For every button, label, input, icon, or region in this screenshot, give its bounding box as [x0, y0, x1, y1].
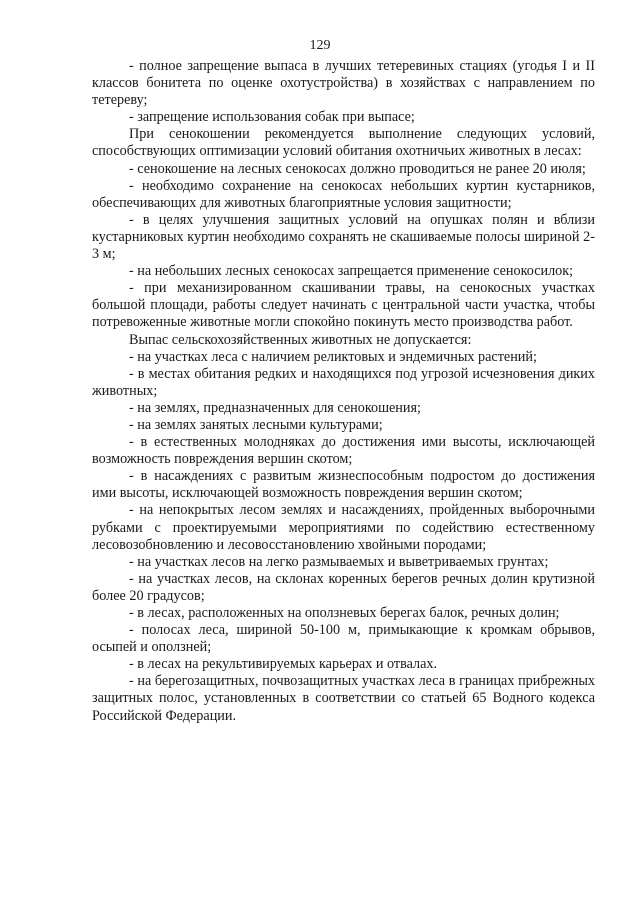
paragraph-rare-animals: - в местах обитания редких и находящихся под угрозой исчезновения диких животных; — [92, 365, 595, 399]
paragraph-relict-plants: - на участках леса с наличием реликтовых и эндемичных растений; — [129, 348, 537, 365]
paragraph-grazing-not-allowed: Выпас сельскохозяйственных животных не допускается: — [129, 331, 472, 348]
paragraph-mower-ban: - на небольших лесных сенокосах запрещается применение сенокосилок; — [129, 263, 574, 280]
paragraph-dogs-ban: - запрещение использования собак при выпасе; — [129, 109, 415, 126]
paragraph-haymaking-date: - сенокошение на лесных сенокосах должно проводиться не ранее 20 июля; — [129, 160, 586, 177]
paragraph-protective-strips: - на берегозащитных, почвозащитных участках леса в границах прибрежных защитных полос, установленных в соответствии со статьей 65 Водного кодекса Российской Федерации. — [92, 673, 595, 724]
paragraph-young-stands: - в естественных молодняках до достижения ими высоты, исключающей возможность повреждения вершин скотом; — [92, 434, 595, 468]
paragraph-cliff-strips: - полосах леса, шириной 50-100 м, примыкающие к кромкам обрывов, осыпей и оползней; — [92, 622, 595, 656]
document-body — [92, 58, 595, 725]
paragraph-mechanized-mowing: - при механизированном скашивании травы, на сенокосных участках большой площади, работы следует начинать с центральной части участка, чтобы потревоженные животные могли спокойно покинуть место производства работ. — [92, 280, 595, 331]
paragraph-uncut-strips: - в целях улучшения защитных условий на опушках полян и вблизи кустарниковых куртин необходимо сохранять не скашиваемые полосы шириной 2-3 м; — [92, 211, 595, 263]
paragraph-shrub-clumps: - необходимо сохранение на сенокосах небольших куртин кустарников, обеспечивающих для животных благоприятные условия защитности; — [92, 177, 595, 211]
paragraph-erodible-soils: - на участках лесов на легко размываемых и выветриваемых грунтах; — [129, 553, 549, 570]
paragraph-forest-cultures: - на землях занятых лесными культурами; — [129, 416, 383, 433]
paragraph-steep-slopes: - на участках лесов, на склонах коренных берегов речных долин крутизной более 20 градусов; — [92, 570, 595, 604]
paragraph-reclaimed-quarries: - в лесах на рекультивируемых карьерах и отвалах. — [129, 656, 438, 673]
paragraph-selective-logging: - на непокрытых лесом землях и насаждениях, пройденных выборочными рубками с проектируемыми мероприятиями по содействию естественному лесовозобновлению и лесовосстановлению хвойными породами; — [92, 502, 595, 553]
paragraph-hay-lands: - на землях, предназначенных для сенокошения; — [129, 399, 421, 416]
paragraph-grazing-ban-grouse: - полное запрещение выпаса в лучших тетеревиных стациях (угодья I и II классов бонитета по оценке охотустройства) в хозяйствах с направлением по тетереву; — [92, 58, 595, 109]
paragraph-landslide-banks: - в лесах, расположенных на оползневых берегах балок, речных долин; — [129, 605, 560, 621]
page-number: 129 — [309, 38, 331, 53]
paragraph-haymaking-intro: При сенокошении рекомендуется выполнение следующих условий, способствующих оптимизации условий обитания охотничьих животных в лесах: — [92, 126, 595, 160]
paragraph-undergrowth-stands: - в насаждениях с развитым жизнеспособным подростом до достижения ими высоты, исключающей возможность повреждения вершин скотом; — [92, 468, 595, 502]
